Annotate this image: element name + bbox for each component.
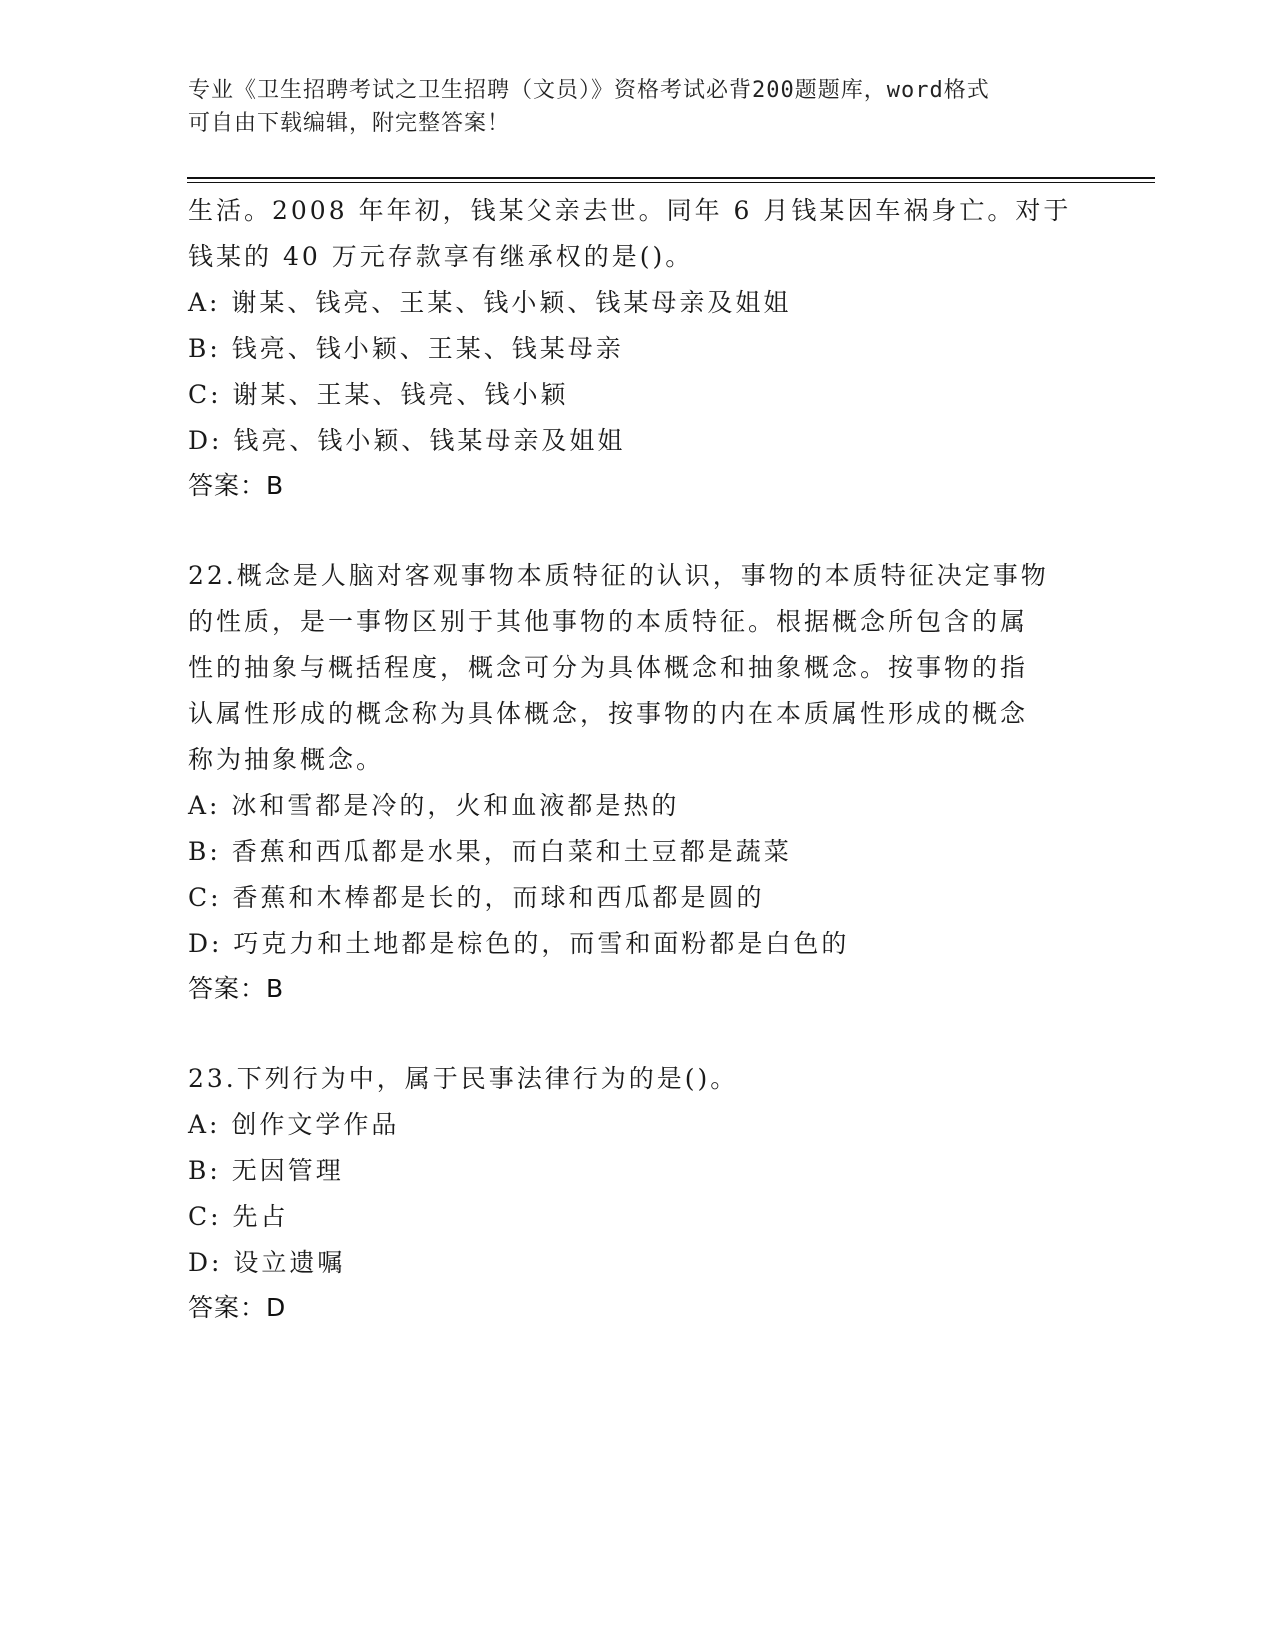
question-text-line: 性的抽象与概括程度，概念可分为具体概念和抽象概念。按事物的指 [188,653,1029,682]
option-b: B: 无因管理 [188,1156,344,1185]
question-23 [188,1056,1088,1330]
option-c: C: 谢某、王某、钱亮、钱小颖 [188,380,569,409]
option-a: A: 创作文学作品 [188,1110,400,1139]
question-text-line: 22.概念是人脑对客观事物本质特征的认识，事物的本质特征决定事物 [188,561,1049,590]
question-22 [188,553,1088,1011]
question-21 [188,188,1088,508]
option-d: D: 钱亮、钱小颖、钱某母亲及姐姐 [188,426,626,455]
answer-line: 答案：B [188,974,285,1003]
header-line-1: 专业《卫生招聘考试之卫生招聘（文员）》资格考试必背200题题库，word格式 [188,78,990,103]
option-c: C: 先占 [188,1202,289,1231]
option-b: B: 钱亮、钱小颖、王某、钱某母亲 [188,334,624,363]
header-line-2: 可自由下载编辑，附完整答案！ [188,111,511,136]
answer-line: 答案：B [188,471,285,500]
question-text-line: 认属性形成的概念称为具体概念，按事物的内在本质属性形成的概念 [188,699,1029,728]
question-text-line: 称为抽象概念。 [188,745,385,774]
question-text-line: 钱某的 40 万元存款享有继承权的是()。 [188,242,694,271]
question-text-line: 23.下列行为中，属于民事法律行为的是()。 [188,1064,739,1093]
header-divider-thick [187,177,1155,179]
spacer [188,1011,1088,1056]
option-a: A: 冰和雪都是冷的，火和血液都是热的 [188,791,680,820]
option-d: D: 巧克力和土地都是棕色的，而雪和面粉都是白色的 [188,929,850,958]
option-a: A: 谢某、钱亮、王某、钱小颖、钱某母亲及姐姐 [188,288,792,317]
answer-line: 答案：D [188,1293,287,1322]
page-header [188,74,1068,140]
question-text-line: 的性质，是一事物区别于其他事物的本质特征。根据概念所包含的属 [188,607,1029,636]
spacer [188,508,1088,553]
option-b: B: 香蕉和西瓜都是水果，而白菜和土豆都是蔬菜 [188,837,792,866]
header-divider-thin [187,182,1155,183]
document-body [188,188,1088,1330]
option-c: C: 香蕉和木棒都是长的，而球和西瓜都是圆的 [188,883,765,912]
option-d: D: 设立遗嘱 [188,1248,346,1277]
question-text-line: 生活。2008 年年初，钱某父亲去世。同年 6 月钱某因车祸身亡。对于 [188,196,1072,225]
